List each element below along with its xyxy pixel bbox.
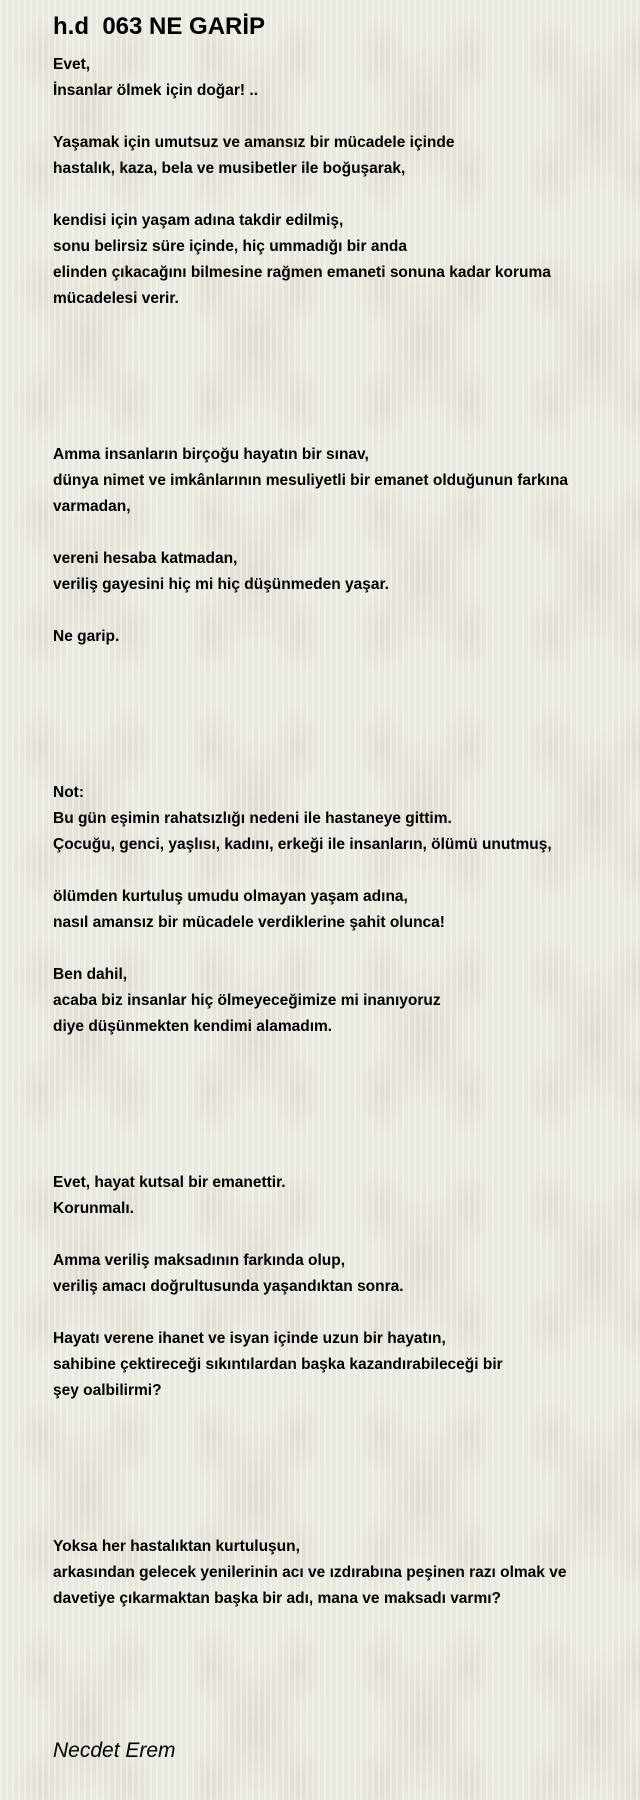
poem-line: nasıl amansız bir mücadele verdiklerine şahit olunca! [53, 914, 445, 931]
poem-line: Hayatı verene ihanet ve isyan içinde uzun bir hayatın, [53, 1330, 446, 1347]
poem-line: Yaşamak için umutsuz ve amansız bir mücadele içinde [53, 134, 455, 151]
poem-line: hastalık, kaza, bela ve musibetler ile boğuşarak, [53, 160, 406, 177]
poem-line: veriliş amacı doğrultusunda yaşandıktan sonra. [53, 1278, 404, 1295]
poem-line [53, 676, 613, 702]
poem-line [53, 1482, 613, 1508]
poem-line [53, 936, 613, 962]
poem-line: kendisi için yaşam adına takdir edilmiş, [53, 212, 344, 229]
poem-line: vereni hesaba katmadan, [53, 550, 238, 567]
poem-line [53, 1222, 613, 1248]
poem-line: Amma veriliş maksadının farkında olup, [53, 1252, 346, 1269]
poem-line [53, 312, 613, 338]
poem-line [53, 1066, 613, 1092]
poem-line [53, 754, 613, 780]
poem-line: varmadan, [53, 498, 131, 515]
poem-line [53, 520, 613, 546]
poem-line: elinden çıkacağını bilmesine rağmen emaneti sonuna kadar koruma [53, 264, 551, 281]
poem-line: mücadelesi verir. [53, 290, 179, 307]
author-name: Necdet Erem [53, 1739, 176, 1762]
poem-line: ölümden kurtuluş umudu olmayan yaşam adına, [53, 888, 408, 905]
poem-line [53, 702, 613, 728]
poem-line: sonu belirsiz süre içinde, hiç ummadığı bir anda [53, 238, 407, 255]
poem-line: Korunmalı. [53, 1200, 134, 1217]
poem-line [53, 1118, 613, 1144]
poem-title: h.d 063 NE GARİP [53, 13, 266, 40]
poem-line [53, 416, 613, 442]
poem-line: arkasından gelecek yenilerinin acı ve ızdırabına peşinen razı olmak ve [53, 1564, 567, 1581]
poem-line: Ne garip. [53, 628, 120, 645]
poem-line: İnsanlar ölmek için doğar! .. [53, 82, 258, 99]
poem-line [53, 650, 613, 676]
poem-line: diye düşünmekten kendimi alamadım. [53, 1018, 333, 1035]
poem-line: sahibine çektireceği sıkıntılardan başka kazandırabileceği bir [53, 1356, 503, 1373]
poem-line [53, 1040, 613, 1066]
poem-line: veriliş gayesini hiç mi hiç düşünmeden yaşar. [53, 576, 389, 593]
poem-line [53, 182, 613, 208]
poem-line [53, 598, 613, 624]
poem-line: acaba biz insanlar hiç ölmeyeceğimize mi inanıyoruz [53, 992, 441, 1009]
poem-line [53, 1092, 613, 1118]
poem-line: Evet, [53, 56, 91, 73]
poem-line: Not: [53, 784, 84, 801]
poem-line: Yoksa her hastalıktan kurtuluşun, [53, 1538, 300, 1555]
poem-line: Amma insanların birçoğu hayatın bir sınav, [53, 446, 369, 463]
poem-page [53, 12, 613, 1612]
poem-line [53, 390, 613, 416]
poem-line [53, 1430, 613, 1456]
poem-line: Çocuğu, genci, yaşlısı, kadını, erkeği ile insanların, ölümü unutmuş, [53, 836, 552, 853]
poem-body [53, 52, 613, 1612]
poem-line [53, 728, 613, 754]
poem-line [53, 1144, 613, 1170]
poem-line: davetiye çıkarmaktan başka bir adı, mana ve maksadı varmı? [53, 1590, 502, 1607]
poem-line [53, 104, 613, 130]
poem-line [53, 338, 613, 364]
poem-line [53, 1404, 613, 1430]
poem-line [53, 858, 613, 884]
poem-line: Ben dahil, [53, 966, 128, 983]
poem-line [53, 364, 613, 390]
poem-line: Evet, hayat kutsal bir emanettir. [53, 1174, 286, 1191]
poem-line [53, 1508, 613, 1534]
poem-line: dünya nimet ve imkânlarının mesuliyetli bir emanet olduğunun farkına [53, 472, 569, 489]
poem-line: şey oalbilirmi? [53, 1382, 162, 1399]
poem-line: Bu gün eşimin rahatsızlığı nedeni ile hastaneye gittim. [53, 810, 452, 827]
poem-line [53, 1456, 613, 1482]
poem-line [53, 1300, 613, 1326]
